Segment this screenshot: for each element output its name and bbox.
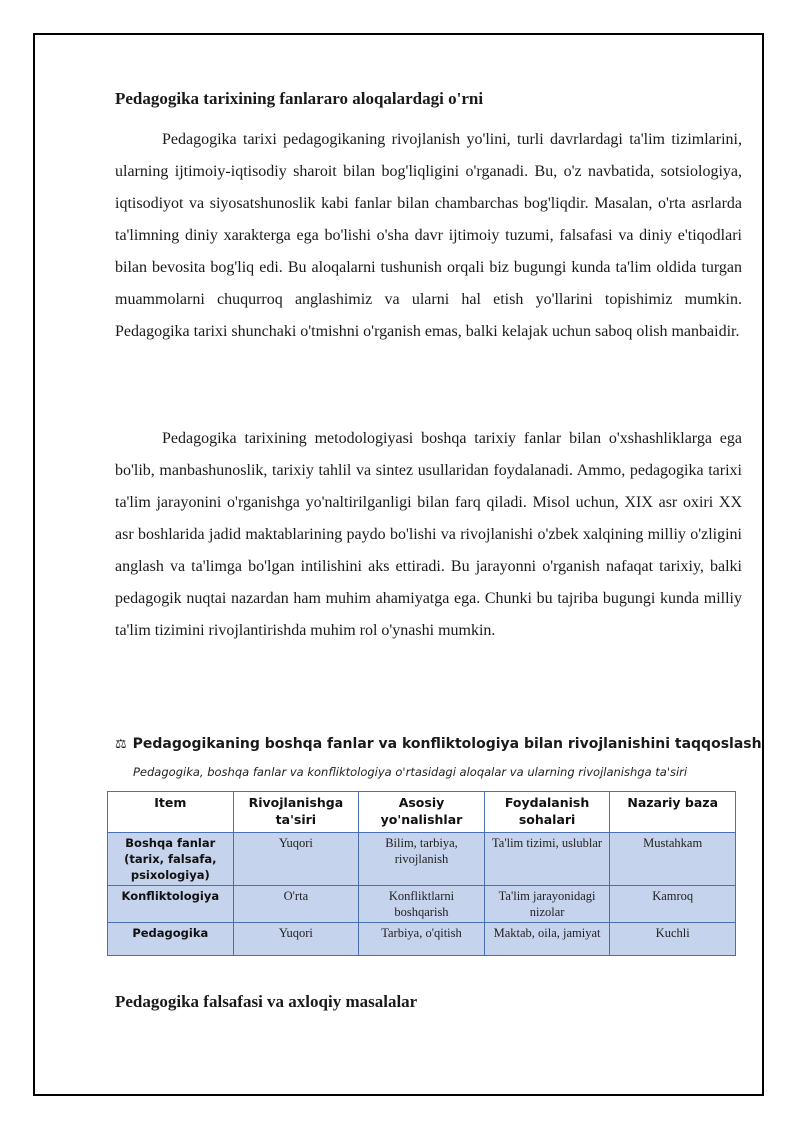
row-header-cell: Boshqa fanlar (tarix, falsafa, psixologiya) (108, 833, 234, 886)
column-header: Item (108, 792, 234, 833)
table-title (115, 736, 762, 752)
table-cell: Maktab, oila, jamiyat (484, 923, 610, 956)
table-cell: Mustahkam (610, 833, 736, 886)
section-heading: Pedagogika falsafasi va axloqiy masalalar (115, 992, 418, 1011)
paragraph: Pedagogika tarixining metodologiyasi boshqa tarixiy fanlar bilan o'xshashliklarga ega bo'lib, manbashunoslik, tarixiy tahlil va sintez usullaridan foydalanadi. Ammo, pedagogika tarixi ta'lim jarayonini o'rganishga yo'naltirilganligi bilan farq qiladi. Misol uchun, XIX asr oxiri XX asr boshlarida jadid maktablarining paydo bo'lishi va rivojlanishi o'zbek xalqining milliy o'zligini anglash va ta'limga bo'lgan intilishini aks ettiradi. Bu jarayonni o'rganish nafaqat tarixiy, balki pedagogik nuqtai nazardan ham muhim ahamiyatga ega. Chunki bu tajriba bugungi kunda milliy ta'lim tizimini rivojlantirishda muhim rol o'ynashi mumkin. (115, 430, 742, 639)
table-header-row (108, 792, 736, 833)
table-row (108, 923, 736, 956)
table-cell: Kuchli (610, 923, 736, 956)
table-cell: Kamroq (610, 886, 736, 923)
table-row (108, 833, 736, 886)
table-cell: Ta'lim tizimi, uslublar (484, 833, 610, 886)
table-cell: O'rta (233, 886, 359, 923)
table-cell: Ta'lim jarayonidagi nizolar (484, 886, 610, 923)
table-cell: Bilim, tarbiya, rivojlanish (359, 833, 485, 886)
table-row (108, 886, 736, 923)
table-cell: Yuqori (233, 833, 359, 886)
comparison-table (107, 791, 736, 956)
table-cell: Konfliktlarni boshqarish (359, 886, 485, 923)
section-heading: Pedagogika tarixining fanlararo aloqalardagi o'rni (115, 89, 484, 108)
table-cell: Tarbiya, o'qitish (359, 923, 485, 956)
table-subtitle: Pedagogika, boshqa fanlar va konfliktologiya o'rtasidagi aloqalar va ularning rivojlanishga ta'siri (133, 765, 688, 779)
paragraph: Pedagogika tarixi pedagogikaning rivojlanish yo'lini, turli davrlardagi ta'lim tizimlarini, ularning ijtimoiy-iqtisodiy sharoit bilan bog'liqligini o'rganadi. Bu, o'z navbatida, sotsiologiya, iqtisodiyot va siyosatshunoslik kabi fanlar bilan chambarchas bog'liqdir. Masalan, o'rta asrlarda ta'limning diniy xarakterga ega bo'lishi o'sha davr ijtimoiy tuzumi, falsafasi va diniy e'tiqodlari bilan bevosita bog'liq edi. Bu aloqalarni tushunish orqali biz bugungi kunda ta'lim oldida turgan muammolarni chuqurroq anglashimiz va ularni hal etish yo'llarini topishimiz mumkin. Pedagogika tarixi shunchaki o'tmishni o'rganish emas, balki kelajak uchun saboq olish manbaidir. (115, 131, 742, 340)
scale-icon: ⚖ (115, 736, 127, 752)
row-header-cell: Pedagogika (108, 923, 234, 956)
column-header: Nazariy baza (610, 792, 736, 833)
column-header: Foydalanish sohalari (484, 792, 610, 833)
table-cell: Yuqori (233, 923, 359, 956)
column-header: Asosiy yo'nalishlar (359, 792, 485, 833)
row-header-cell: Konfliktologiya (108, 886, 234, 923)
column-header: Rivojlanishga ta'siri (233, 792, 359, 833)
table-title-text: Pedagogikaning boshqa fanlar va konfliktologiya bilan rivojlanishini taqqoslash (132, 736, 762, 752)
